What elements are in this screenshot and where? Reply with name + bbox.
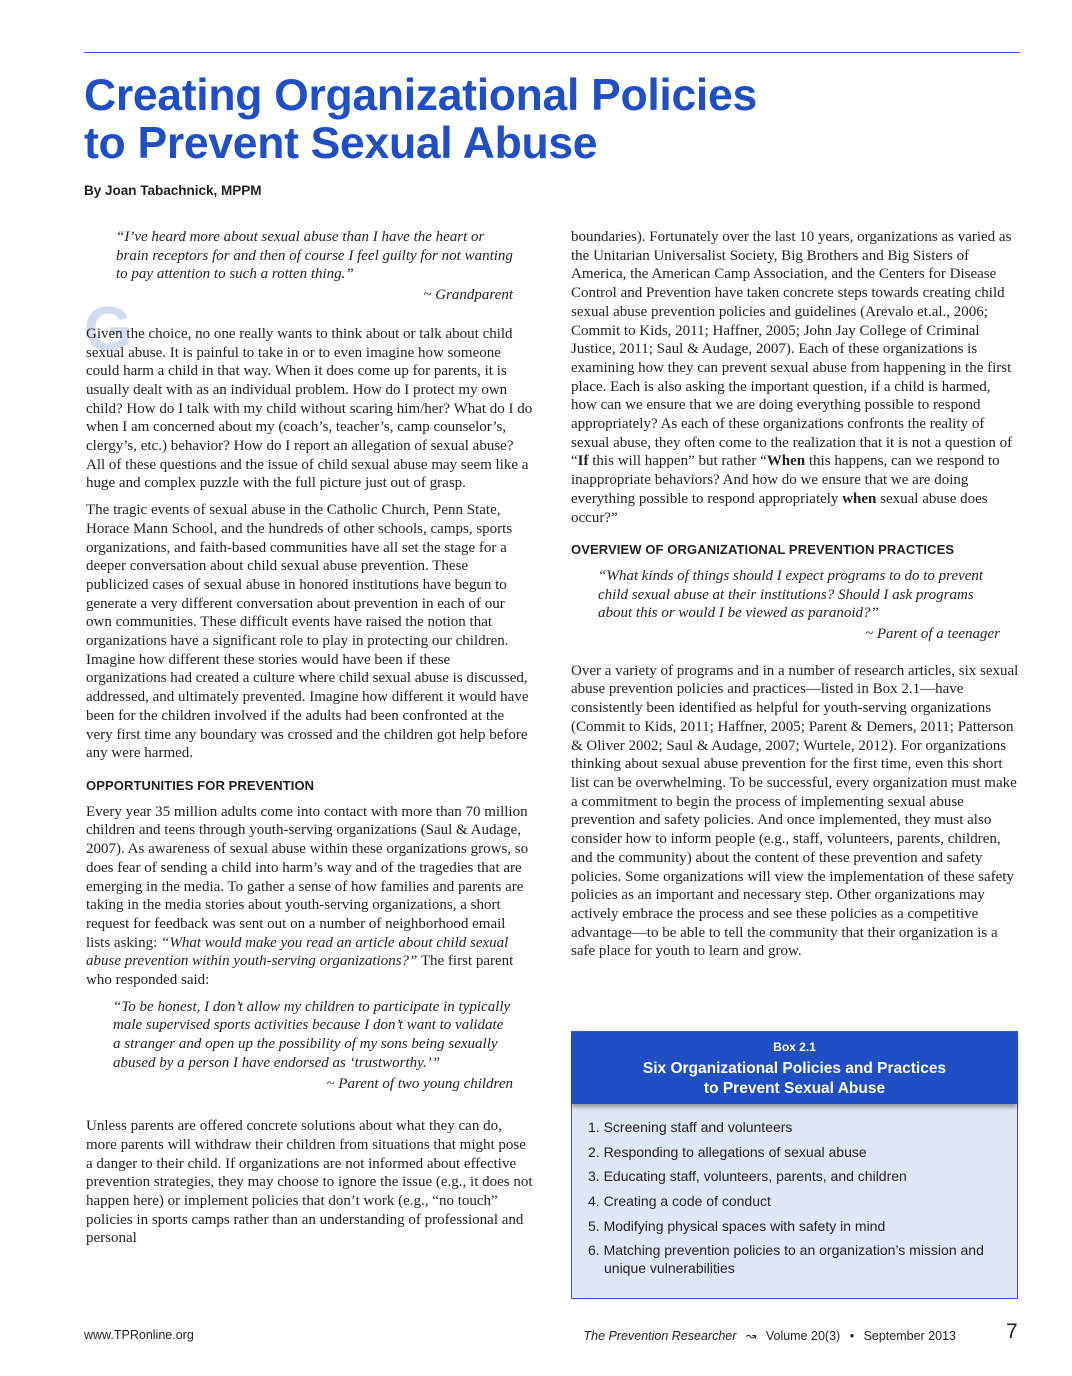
- list-item: 5. Modifying physical spaces with safety in mind: [588, 1217, 886, 1234]
- body-paragraph-4: Unless parents are offered concrete solutions about what they can do, more parents will withdraw their children from situations that might pose a danger to their child. If organizations are not informed about effective prevention strategies, they may choose to ignore the issue (e.g., it does not happen here) or implement policies that don’t work (e.g., “no touch” policies in sports camps rather than an understanding of professional and personal: [86, 1118, 533, 1247]
- teen-parent-quote-text: “What kinds of things should I expect programs to do to prevent child sexual abuse at their institutions? Should I ask programs about this or would I be viewed as paranoid?”: [598, 567, 984, 622]
- box-title-line-1: Six Organizational Policies and Practices: [642, 1060, 947, 1077]
- volume: Volume 20(3): [765, 1329, 841, 1343]
- bullet-separator: •: [849, 1329, 855, 1343]
- right-paragraph-1: [571, 228, 1020, 527]
- para3-end: The first parent who responded said:: [86, 953, 514, 989]
- opening-quote-attribution: ~ Grandparent: [423, 287, 513, 304]
- right-para1-when: When: [766, 453, 806, 470]
- journal-name: The Prevention Researcher: [583, 1329, 737, 1343]
- intro-paragraph: Given the choice, no one really wants to think about or talk about child sexual abuse. It is painful to take in or to even imagine how someone could harm a child in that way. When it does come up for parents, it is usually dealt with as an individual problem. How do I protect my own child? How do I talk with my child without scaring him/her? What do I do when I am concerned about my (coach’s, teacher’s, camp counselor’s, clergy’s, etc.) behavior? How do I report an allegation of sexual abuse? All of these questions and the issue of child sexual abuse may seem like a huge and complex puzzle with the full picture just out of grasp.: [86, 325, 533, 492]
- section-heading-overview: OVERVIEW OF ORGANIZATIONAL PREVENTION PRACTICES: [571, 542, 955, 558]
- right-para1-a: boundaries). Fortunately over the last 10 years, organizations as varied as the Unitarian Universalist Society, Big Brothers and Big Sisters of America, the American Camp Association, and the Centers for Disease Control and Prevention have taken concrete steps towards creating child sexual abuse prevention policies and guidelines (Arevalo et.al., 2006; Commit to Kids, 2011; Haffner, 2005; John Jay College of Criminal Justice, 2011; Saul & Audage, 2007). Each of these organizations is examining how they can prevent sexual abuse from happening in the first place. Each is also asking the important question, if a child is harmed, how can we ensure that we are doing everything possible to respond appropriately? As each of these organizations confronts the reality of sexual abuse, they often come to the realization that it is not a question of “: [571, 229, 1013, 470]
- box-label: Box 2.1: [773, 1040, 816, 1054]
- box-list: [572, 1104, 1017, 1277]
- title-line-1: Creating Organizational Policies: [84, 71, 757, 120]
- right-para1-when2: when: [842, 490, 877, 507]
- footer-citation: [584, 1328, 956, 1343]
- list-item: 4. Creating a code of conduct: [588, 1193, 771, 1210]
- body-paragraph-3: [86, 803, 533, 990]
- para3-italic-question: “What would make you read an article about child sexual abuse prevention within youth-serving organizations?”: [86, 934, 509, 970]
- teen-parent-quote: [598, 567, 1000, 644]
- opening-quote: [116, 228, 513, 305]
- parent-quote: [113, 998, 513, 1094]
- header-rule: [84, 52, 1020, 53]
- right-para1-if: If: [577, 453, 589, 470]
- parent-quote-attribution: ~ Parent of two young children: [326, 1075, 513, 1092]
- page-number: 7: [1006, 1320, 1018, 1343]
- para3-start: Every year 35 million adults come into contact with more than 70 million children and teens through youth-serving organizations (Saul & Audage, 2007). As awareness of sexual abuse within these organizations grows, so does fear of sending a child into harm’s way and of the tragedies that are emerging in the media. To gather a sense of how families and parents are taking in the media stories about youth-serving organizations, a short request for feedback was sent out on a number of neighborhood email lists asking:: [86, 803, 529, 951]
- parent-quote-text: “To be honest, I don’t allow my children to participate in typically male supervised sports activities because I don’t want to validate a stranger and open up the possibility of my sons being sexually abused by a person I have endorsed as ‘trustworthy.’”: [113, 998, 511, 1071]
- body-paragraph-2: The tragic events of sexual abuse in the Catholic Church, Penn State, Horace Mann School, and the hundreds of other schools, camps, sports organizations, and faith-based communities have all set the stage for a deeper conversation about child sexual abuse prevention. These publicized cases of sexual abuse in honored institutions have begun to generate a very different conversation about prevention in each of our own communities. These difficult events have raised the notion that organizations have a significant role to play in protecting our children. Imagine how different these stories would have been if these organizations had created a culture where child sexual abuse is discussed, addressed, and ultimately prevented. Imagine how different it would have been for the children involved if the adults had been confronted at the very first time any boundary was crossed and the children got help before any were harmed.: [86, 502, 529, 762]
- box-title-line-2: to Prevent Sexual Abuse: [703, 1080, 886, 1097]
- box-title: [572, 1059, 1017, 1099]
- swirl-icon: ↝: [745, 1329, 757, 1343]
- sidebar-box: [571, 1031, 1018, 1299]
- author-byline: By Joan Tabachnick, MPPM: [84, 183, 262, 198]
- right-column: [571, 228, 1020, 969]
- drop-cap: G: [84, 294, 133, 364]
- section-heading-opportunities: OPPORTUNITIES FOR PREVENTION: [86, 777, 315, 793]
- right-para1-c: this happens, can we respond to inappropriate behaviors? And how do we ensure that we are doing everything possible to respond appropriately: [571, 453, 1000, 507]
- teen-parent-quote-attribution: ~ Parent of a teenager: [864, 626, 1000, 643]
- footer-url[interactable]: www.TPRonline.org: [84, 1328, 194, 1342]
- right-para1-b: this will happen” but rather “: [588, 453, 767, 470]
- list-item: 1. Screening staff and volunteers: [588, 1119, 793, 1135]
- issue-date: September 2013: [863, 1329, 956, 1343]
- box-header: [572, 1032, 1017, 1104]
- list-item: 3. Educating staff, volunteers, parents, and children: [588, 1168, 907, 1185]
- article-title: [84, 72, 1014, 168]
- list-item: 6. Matching prevention policies to an organization’s mission and unique vulnerabilities: [588, 1242, 984, 1277]
- left-column: [86, 228, 533, 1256]
- right-para1-d: sexual abuse does occur?”: [571, 490, 988, 526]
- list-item: 2. Responding to allegations of sexual abuse: [588, 1143, 867, 1160]
- title-line-2: to Prevent Sexual Abuse: [84, 119, 598, 168]
- opening-quote-text: “I’ve heard more about sexual abuse than I have the heart or brain receptors for and then of course I feel guilty for not wanting to pay attention to such a rotten thing.”: [116, 229, 513, 283]
- right-paragraph-2: Over a variety of programs and in a number of research articles, six sexual abuse prevention policies and practices—listed in Box 2.1—have consistently been identified as helpful for youth-serving organizations (Commit to Kids, 2011; Haffner, 2005; Parent & Demers, 2011; Patterson & Oliver 2002; Saul & Audage, 2007; Wurtele, 2012). For organizations thinking about sexual abuse prevention for the first time, even this short list can be overwhelming. To be successful, every organization must make a commitment to begin the process of implementing sexual abuse prevention and safety policies. And once implemented, they must also consider how to inform people (e.g., staff, volunteers, parents, children, and the community) about the content of these prevention and safety policies. Some organizations will view the implementation of these safety policies as an important and necessary step. Other organizations may actively embrace the process and see these policies as a competitive advantage—to be able to tell the community that their organization is a safe place for youth to learn and grow.: [571, 662, 1019, 960]
